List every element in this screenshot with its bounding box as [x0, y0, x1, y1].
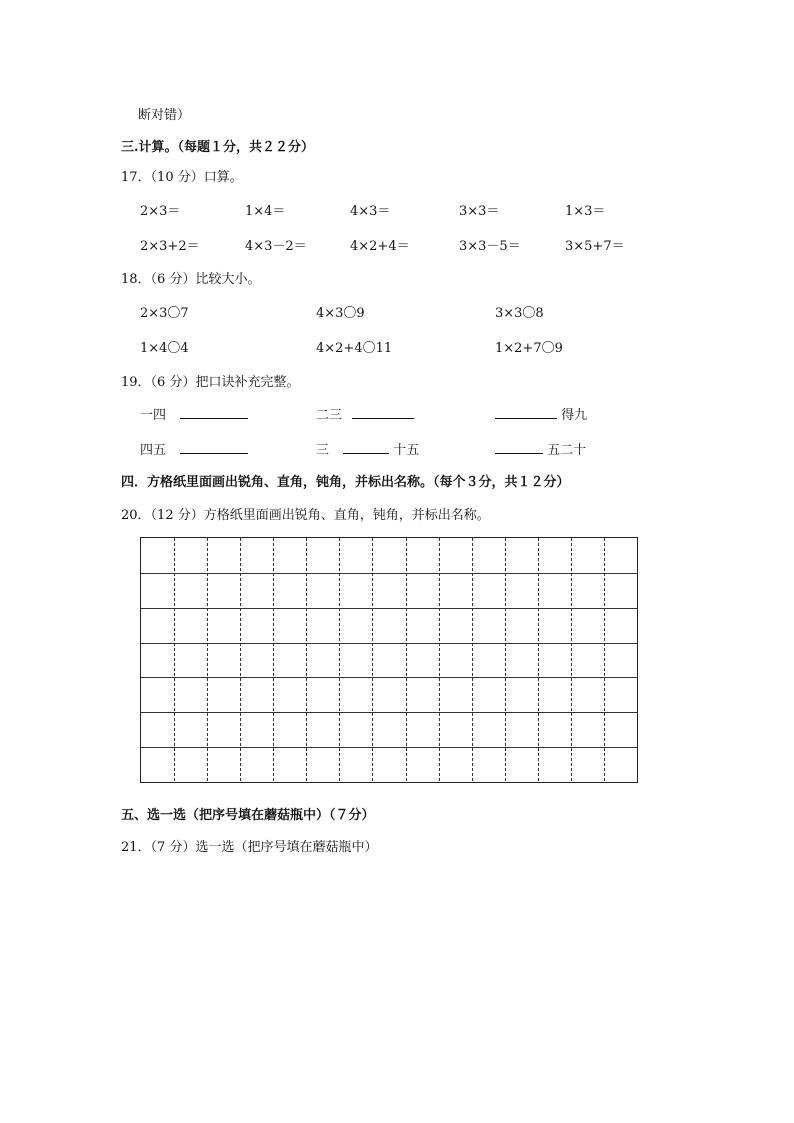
continued-text: 断对错） — [138, 108, 191, 123]
question-17-label: 17．（10 分）口算。 — [121, 170, 243, 185]
answer-blank[interactable] — [180, 406, 248, 419]
q18-item: 4×3〇9 — [316, 306, 365, 321]
question-18-label: 18．（6 分）比较大小。 — [121, 272, 261, 287]
q19-suffix: 十五 — [393, 443, 420, 458]
q18-item: 4×2+4〇11 — [316, 341, 393, 356]
q17-item: 1×4＝ — [245, 204, 286, 219]
q18-item: 1×4〇4 — [140, 341, 189, 356]
question-21-label: 21．（7 分）选一选（把序号填在蘑菇瓶中） — [121, 840, 378, 855]
answer-blank[interactable] — [180, 441, 248, 454]
q19-suffix: 五二十 — [547, 443, 587, 458]
square-grid-paper[interactable] — [140, 537, 638, 783]
section-4-heading: 四．方格纸里面画出锐角、直角，钝角，并标出名称。（每个３分，共１２分） — [121, 475, 570, 490]
q19-prefix: 三 — [316, 443, 330, 458]
q19-item — [140, 439, 248, 458]
q19-prefix: 四五 — [140, 443, 167, 458]
q18-item: 3×3〇8 — [495, 306, 544, 321]
q17-item: 3×3－5＝ — [459, 239, 521, 254]
grid-lines — [141, 538, 637, 782]
answer-blank[interactable] — [352, 406, 414, 419]
answer-blank[interactable] — [495, 406, 557, 419]
q19-prefix: 二三 — [316, 408, 343, 423]
q17-item: 2×3＝ — [140, 204, 181, 219]
answer-blank[interactable] — [495, 441, 543, 454]
q19-suffix: 得九 — [561, 408, 588, 423]
section-5-heading: 五、选一选（把序号填在蘑菇瓶中）（７分） — [121, 808, 375, 823]
q19-item — [316, 439, 419, 458]
q18-item: 1×2+7〇9 — [495, 341, 563, 356]
q17-item: 1×3＝ — [565, 204, 606, 219]
q17-item: 4×2+4＝ — [350, 239, 410, 254]
q19-prefix: 一四 — [140, 408, 167, 423]
q17-item: 4×3＝ — [350, 204, 391, 219]
q17-item: 2×3+2＝ — [140, 239, 200, 254]
question-20-label: 20．（12 分）方格纸里面画出锐角、直角，钝角，并标出名称。 — [121, 508, 490, 523]
q18-item: 2×3〇7 — [140, 306, 189, 321]
q19-item — [140, 404, 248, 423]
question-19-label: 19．（6 分）把口诀补充完整。 — [121, 375, 300, 390]
q17-item: 4×3－2＝ — [245, 239, 307, 254]
q17-item: 3×5+7＝ — [565, 239, 625, 254]
q17-item: 3×3＝ — [459, 204, 500, 219]
section-3-heading: 三.计算。（每题１分，共２２分） — [121, 140, 315, 155]
answer-blank[interactable] — [343, 441, 389, 454]
q19-item — [495, 439, 586, 458]
q19-item — [316, 404, 414, 423]
q19-item — [495, 404, 587, 423]
